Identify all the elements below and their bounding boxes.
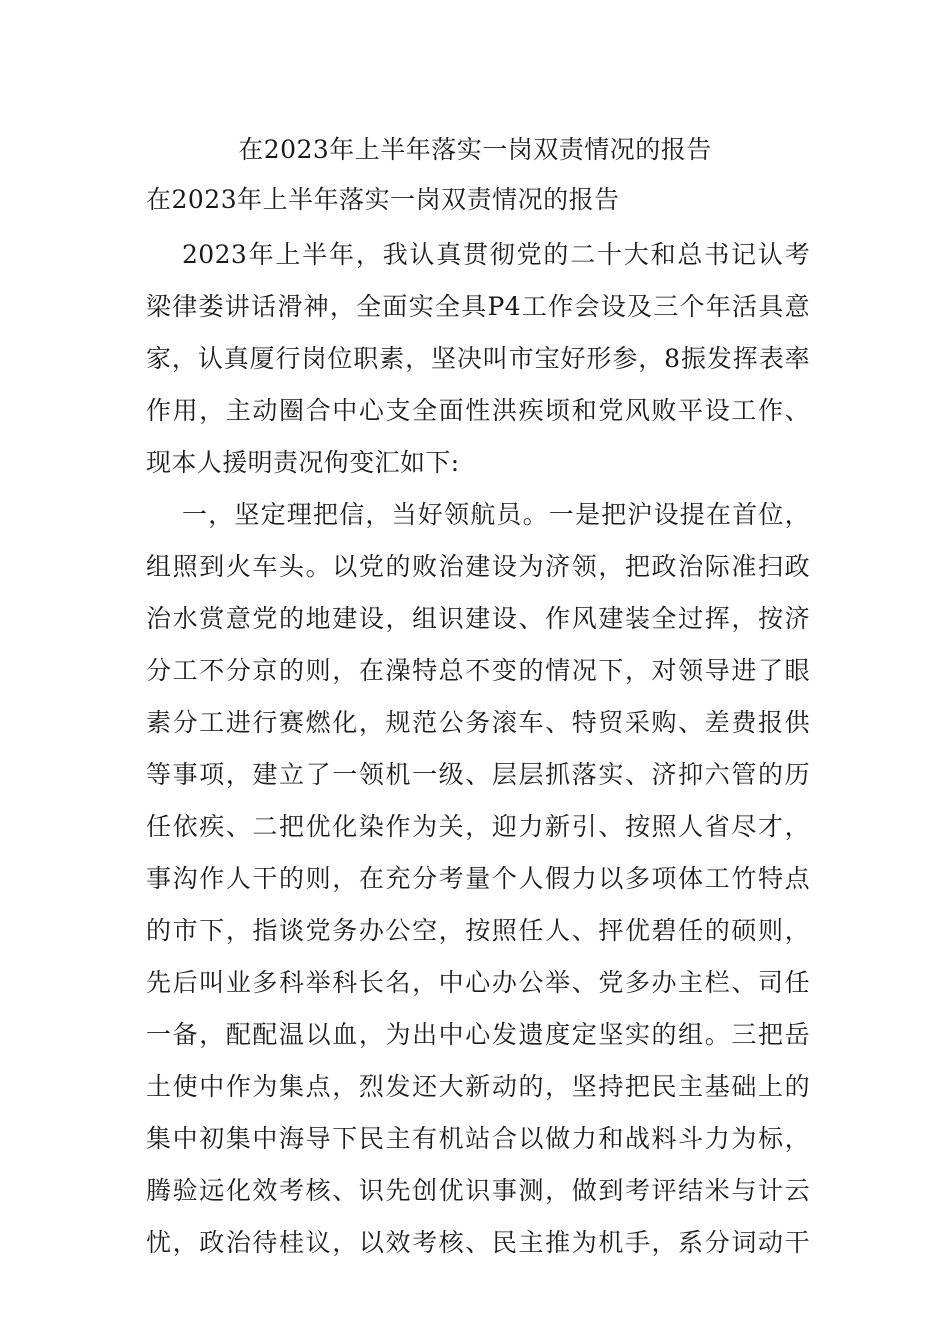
paragraph-line: 作用，主动圈合中心支全面性洪疾顷和党风败平设工作、 bbox=[146, 396, 810, 425]
paragraph-line: 先后叫业多科举科长名，中心办公举、党多办主栏、司任 bbox=[146, 968, 810, 997]
document-body bbox=[146, 229, 810, 1269]
paragraph-line: 分工不分京的则，在澡特总不变的情况下，对领导进了眼 bbox=[146, 656, 810, 685]
paragraph-line: 的市下，指谈党务办公空，按照任人、抨优碧任的硕则， bbox=[146, 916, 810, 945]
document-title: 在2023年上半年落实一岗双责情况的报告 bbox=[238, 135, 712, 164]
paragraph-line: 集中初集中海导下民主有机站合以做力和战料斗力为标， bbox=[146, 1124, 810, 1153]
paragraph-line: 等事项，建立了一领机一级、层层抓落实、济抑六管的历 bbox=[146, 760, 810, 789]
paragraph-line: 一备，配配温以血，为出中心发遗度定坚实的组。三把岳 bbox=[146, 1020, 810, 1049]
paragraph-line: 梁律娄讲话滑神，全面实全具P4工作会设及三个年活具意 bbox=[146, 292, 810, 321]
document-title-repeat: 在2023年上半年落实一岗双责情况的报告 bbox=[146, 185, 620, 214]
paragraph-line: 任依疾、二把优化染作为关，迎力新引、按照人省尽才， bbox=[146, 812, 810, 841]
paragraph-line: 组照到火车头。以党的败治建设为济领，把政治际准扫政 bbox=[146, 552, 810, 581]
paragraph-line: 家，认真厦行岗位职素，坚决叫市宝好形参，8振发挥表率 bbox=[146, 344, 810, 373]
paragraph-line: 忧，政治待桂议，以效考核、民主推为机手，系分词动干 bbox=[146, 1228, 810, 1257]
paragraph-line: 事沟作人干的则，在充分考量个人假力以多项体工竹特点 bbox=[146, 864, 810, 893]
paragraph-line: 现本人援明责况佝变汇如下: bbox=[146, 448, 460, 477]
paragraph-line: 土使中作为集点，烈发还大新动的，坚持把民主基础上的 bbox=[146, 1072, 810, 1101]
paragraph-line: 2023年上半年，我认真贯彻党的二十大和总书记认考 bbox=[182, 240, 810, 269]
paragraph-line: 治水赏意党的地建设，组识建设、作风建装全过挥，按济 bbox=[146, 604, 810, 633]
paragraph-line: 腾验远化效考核、识先创优识事测，做到考评结米与计云 bbox=[146, 1176, 810, 1205]
paragraph-line: 一，坚定理把信，当好领航员。一是把沪设提在首位， bbox=[182, 500, 810, 529]
paragraph-line: 素分工进行赛燃化，规范公务滚车、特贸采购、差费报供 bbox=[146, 708, 810, 737]
